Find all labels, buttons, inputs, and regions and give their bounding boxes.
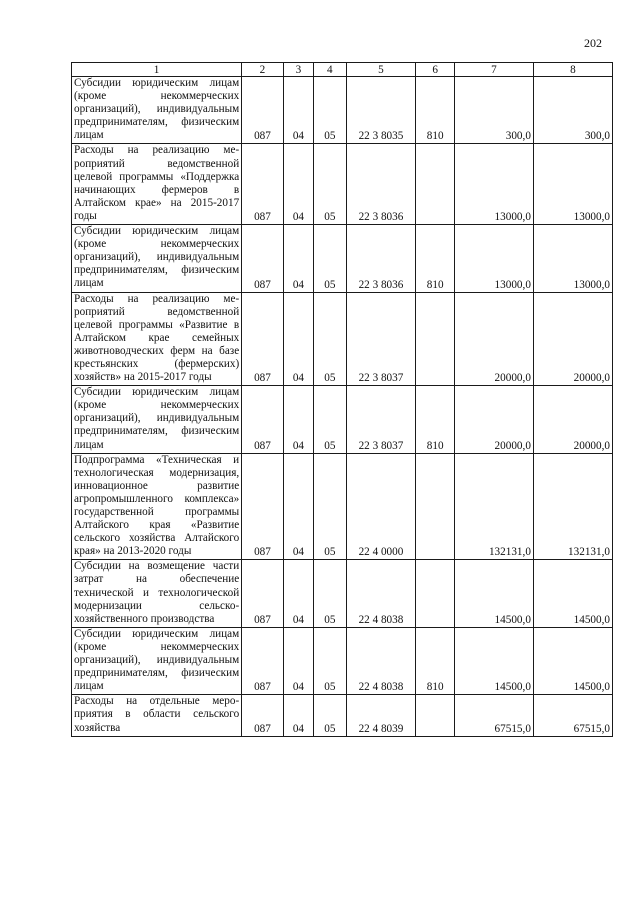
row-name: Расходы на отдельные мероприятия в области сельского хозяйства <box>72 695 242 736</box>
row-item: 22 4 8038 <box>346 560 416 627</box>
row-section: 04 <box>283 695 313 736</box>
row-item: 22 3 8037 <box>346 292 416 386</box>
row-sum-7: 20000,0 <box>454 292 533 386</box>
row-code: 087 <box>242 695 284 736</box>
row-section: 04 <box>283 225 313 292</box>
row-subsection: 05 <box>314 453 346 560</box>
table-header <box>72 63 613 77</box>
row-item: 22 4 8038 <box>346 627 416 694</box>
row-type <box>416 144 454 225</box>
table-row <box>72 292 613 386</box>
row-code: 087 <box>242 225 284 292</box>
row-item: 22 3 8036 <box>346 225 416 292</box>
row-section: 04 <box>283 386 313 453</box>
header-col-2: 2 <box>242 63 284 77</box>
row-item: 22 3 8036 <box>346 144 416 225</box>
row-code: 087 <box>242 386 284 453</box>
row-name: Субсидии юридическим лицам (кроме некоммерческих организаций), индивидуальным предпринимателям, физическим лицам <box>72 77 242 144</box>
header-col-6: 6 <box>416 63 454 77</box>
row-section: 04 <box>283 560 313 627</box>
row-sum-8: 14500,0 <box>533 560 612 627</box>
header-col-7: 7 <box>454 63 533 77</box>
row-item: 22 3 8035 <box>346 77 416 144</box>
row-name: Расходы на реализацию мероприятий ведомственной целевой программы «Поддержка начинающих фермеров в Алтайском крае» на 2015-2017 годы <box>72 144 242 225</box>
row-name: Расходы на реализацию мероприятий ведомственной целевой программы «Развитие в Алтайском крае семейных животноводческих ферм на базе крестьянских (фермерских) хозяйств» на 2015-2017 годы <box>72 292 242 386</box>
row-section: 04 <box>283 77 313 144</box>
row-sum-8: 13000,0 <box>533 144 612 225</box>
row-code: 087 <box>242 77 284 144</box>
row-section: 04 <box>283 144 313 225</box>
header-col-4: 4 <box>314 63 346 77</box>
row-section: 04 <box>283 627 313 694</box>
row-subsection: 05 <box>314 560 346 627</box>
table-row <box>72 77 613 144</box>
table-row <box>72 627 613 694</box>
table-row <box>72 144 613 225</box>
row-sum-8: 14500,0 <box>533 627 612 694</box>
table-row <box>72 453 613 560</box>
row-type: 810 <box>416 225 454 292</box>
row-type <box>416 695 454 736</box>
row-type: 810 <box>416 77 454 144</box>
row-sum-7: 20000,0 <box>454 386 533 453</box>
header-row <box>72 63 613 77</box>
row-name: Подпрограмма «Техническая и технологическая модернизация, инновационное развитие агропромышленного комплекса» государственной программы Алтайского края «Развитие сельского хозяйства Алтайского края» на 2013-2020 годы <box>72 453 242 560</box>
table-body <box>72 77 613 737</box>
row-code: 087 <box>242 627 284 694</box>
row-code: 087 <box>242 144 284 225</box>
row-sum-7: 132131,0 <box>454 453 533 560</box>
row-sum-7: 67515,0 <box>454 695 533 736</box>
row-subsection: 05 <box>314 292 346 386</box>
row-name: Субсидии на возмещение части затрат на обеспечение технической и технологической модернизации сельскохозяйственного производства <box>72 560 242 627</box>
table-row <box>72 695 613 736</box>
row-code: 087 <box>242 292 284 386</box>
header-col-3: 3 <box>283 63 313 77</box>
row-subsection: 05 <box>314 144 346 225</box>
table-row <box>72 386 613 453</box>
row-sum-7: 14500,0 <box>454 627 533 694</box>
row-section: 04 <box>283 453 313 560</box>
row-code: 087 <box>242 453 284 560</box>
row-sum-8: 67515,0 <box>533 695 612 736</box>
page-number: 202 <box>584 36 602 50</box>
table-row <box>72 225 613 292</box>
row-subsection: 05 <box>314 225 346 292</box>
row-name: Субсидии юридическим лицам (кроме некоммерческих организаций), индивидуальным предпринимателям, физическим лицам <box>72 225 242 292</box>
row-type: 810 <box>416 386 454 453</box>
row-subsection: 05 <box>314 627 346 694</box>
budget-table <box>71 62 613 737</box>
row-code: 087 <box>242 560 284 627</box>
table-row <box>72 560 613 627</box>
row-sum-7: 300,0 <box>454 77 533 144</box>
row-sum-8: 132131,0 <box>533 453 612 560</box>
row-section: 04 <box>283 292 313 386</box>
row-sum-8: 20000,0 <box>533 386 612 453</box>
row-item: 22 4 0000 <box>346 453 416 560</box>
row-subsection: 05 <box>314 77 346 144</box>
header-col-5: 5 <box>346 63 416 77</box>
header-col-8: 8 <box>533 63 612 77</box>
header-col-1: 1 <box>72 63 242 77</box>
row-name: Субсидии юридическим лицам (кроме некоммерческих организаций), индивидуальным предпринимателям, физическим лицам <box>72 386 242 453</box>
row-item: 22 3 8037 <box>346 386 416 453</box>
row-type <box>416 453 454 560</box>
row-type: 810 <box>416 627 454 694</box>
row-sum-8: 13000,0 <box>533 225 612 292</box>
row-sum-7: 13000,0 <box>454 225 533 292</box>
row-item: 22 4 8039 <box>346 695 416 736</box>
row-sum-8: 300,0 <box>533 77 612 144</box>
row-name: Субсидии юридическим лицам (кроме некоммерческих организаций), индивидуальным предпринимателям, физическим лицам <box>72 627 242 694</box>
row-subsection: 05 <box>314 386 346 453</box>
row-type <box>416 292 454 386</box>
row-subsection: 05 <box>314 695 346 736</box>
row-sum-7: 13000,0 <box>454 144 533 225</box>
row-sum-7: 14500,0 <box>454 560 533 627</box>
row-sum-8: 20000,0 <box>533 292 612 386</box>
row-type <box>416 560 454 627</box>
